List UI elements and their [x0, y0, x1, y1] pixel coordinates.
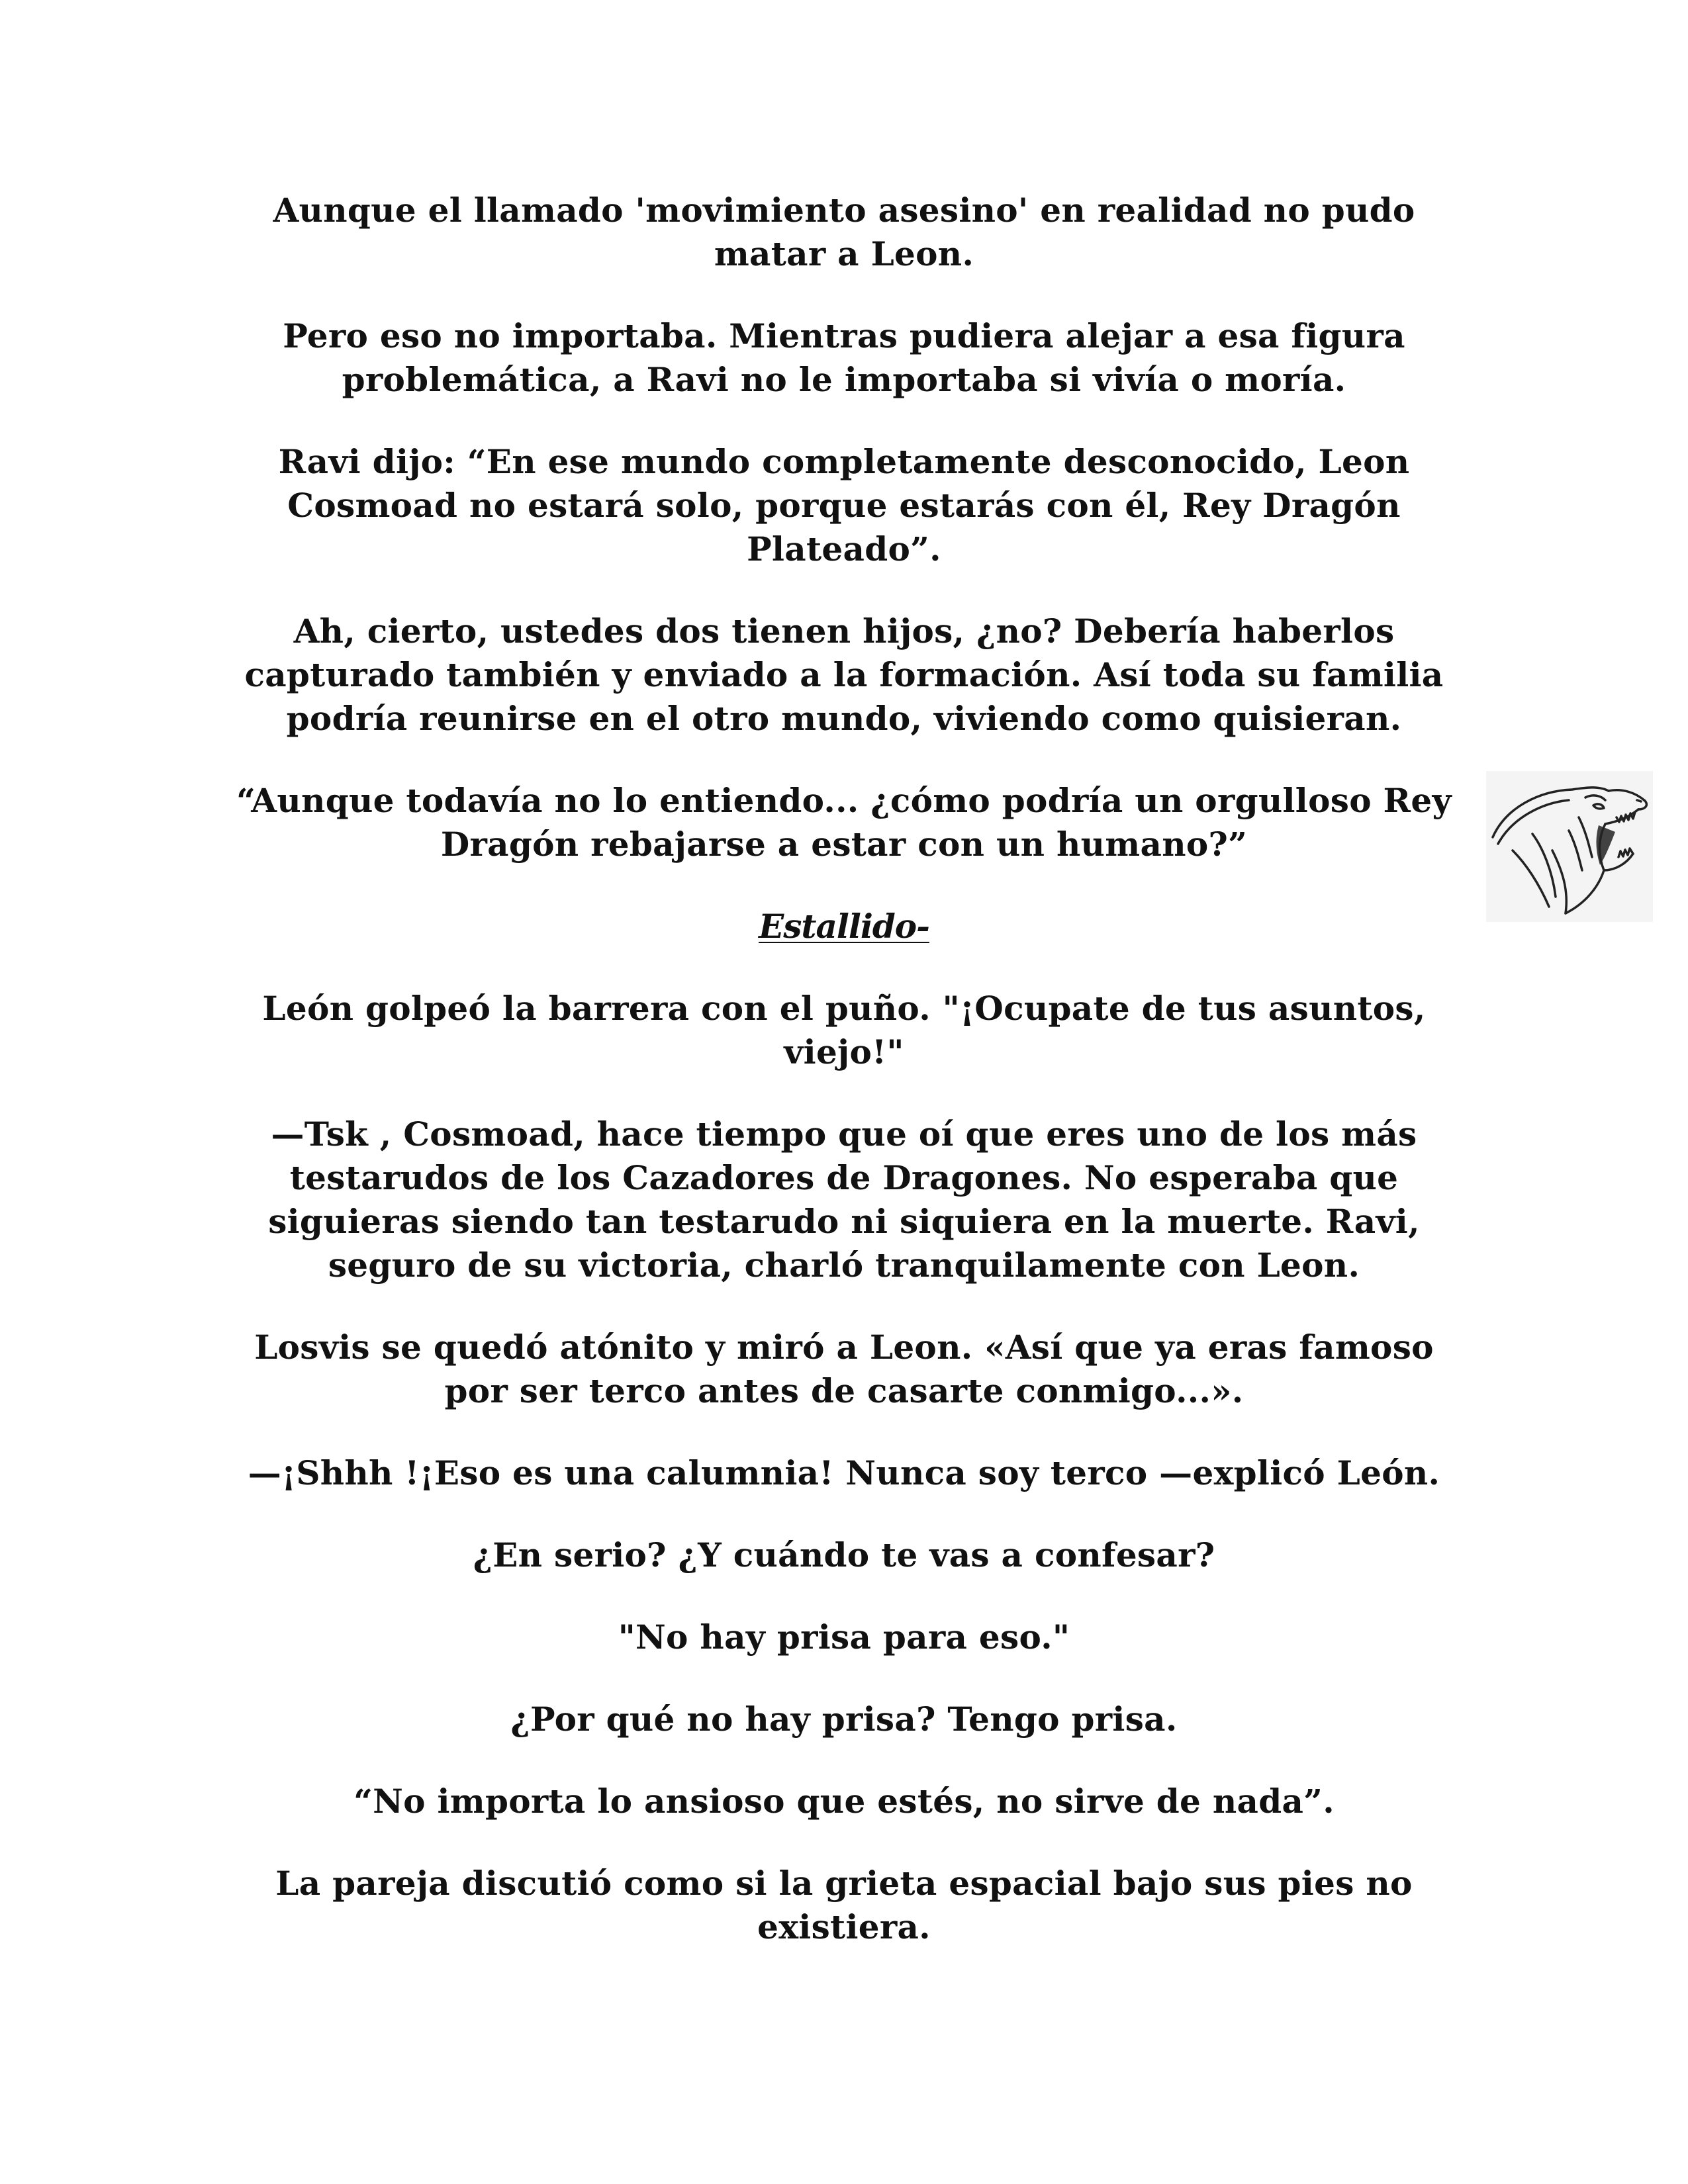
paragraph: ¿En serio? ¿Y cuándo te vas a confesar?: [473, 1535, 1215, 1574]
paragraph: La pareja discutió como si la grieta espacial bajo sus pies no existiera.: [275, 1864, 1413, 1946]
paragraph: —¡Shhh !¡Eso es una calumnia! Nunca soy terco —explicó León.: [248, 1453, 1440, 1492]
paragraph: Aunque el llamado 'movimiento asesino' en realidad no pudo matar a Leon.: [273, 191, 1415, 273]
paragraph: León golpeó la barrera con el puño. "¡Ocupate de tus asuntos, viejo!": [262, 989, 1426, 1071]
paragraph: ¿Por qué no hay prisa? Tengo prisa.: [510, 1700, 1178, 1739]
paragraph: “No importa lo ansioso que estés, no sirve de nada”.: [353, 1782, 1335, 1821]
dragon-head-icon: [1486, 771, 1653, 922]
paragraph: —Tsk , Cosmoad, hace tiempo que oí que eres uno de los más testarudos de los Cazadores de Dragones. No esperaba que siguieras siendo tan testarudo ni siquiera en la muerte. Ravi, seguro de su victoria, charló tranquilamente con Leon.: [268, 1115, 1420, 1285]
paragraph: Losvis se quedó atónito y miró a Leon. «Así que ya eras famoso por ser terco antes de casarte conmigo...».: [254, 1328, 1434, 1410]
paragraph: Ah, cierto, ustedes dos tienen hijos, ¿no? Debería haberlos capturado también y enviado a la formación. Así toda su familia podría reunirse en el otro mundo, viviendo como quisieran.: [244, 612, 1444, 738]
sound-effect-heading: Estallido-: [759, 907, 929, 946]
document-body: [218, 189, 1470, 1987]
paragraph: "No hay prisa para eso.": [618, 1617, 1070, 1657]
paragraph: Pero eso no importaba. Mientras pudiera alejar a esa figura problemática, a Ravi no le importaba si vivía o moría.: [283, 316, 1405, 399]
paragraph: Ravi dijo: “En ese mundo completamente desconocido, Leon Cosmoad no estará solo, porque estarás con él, Rey Dragón Plateado”.: [278, 442, 1410, 569]
paragraph: “Aunque todavía no lo entiendo... ¿cómo podría un orgulloso Rey Dragón rebajarse a estar con un humano?”: [236, 781, 1452, 864]
